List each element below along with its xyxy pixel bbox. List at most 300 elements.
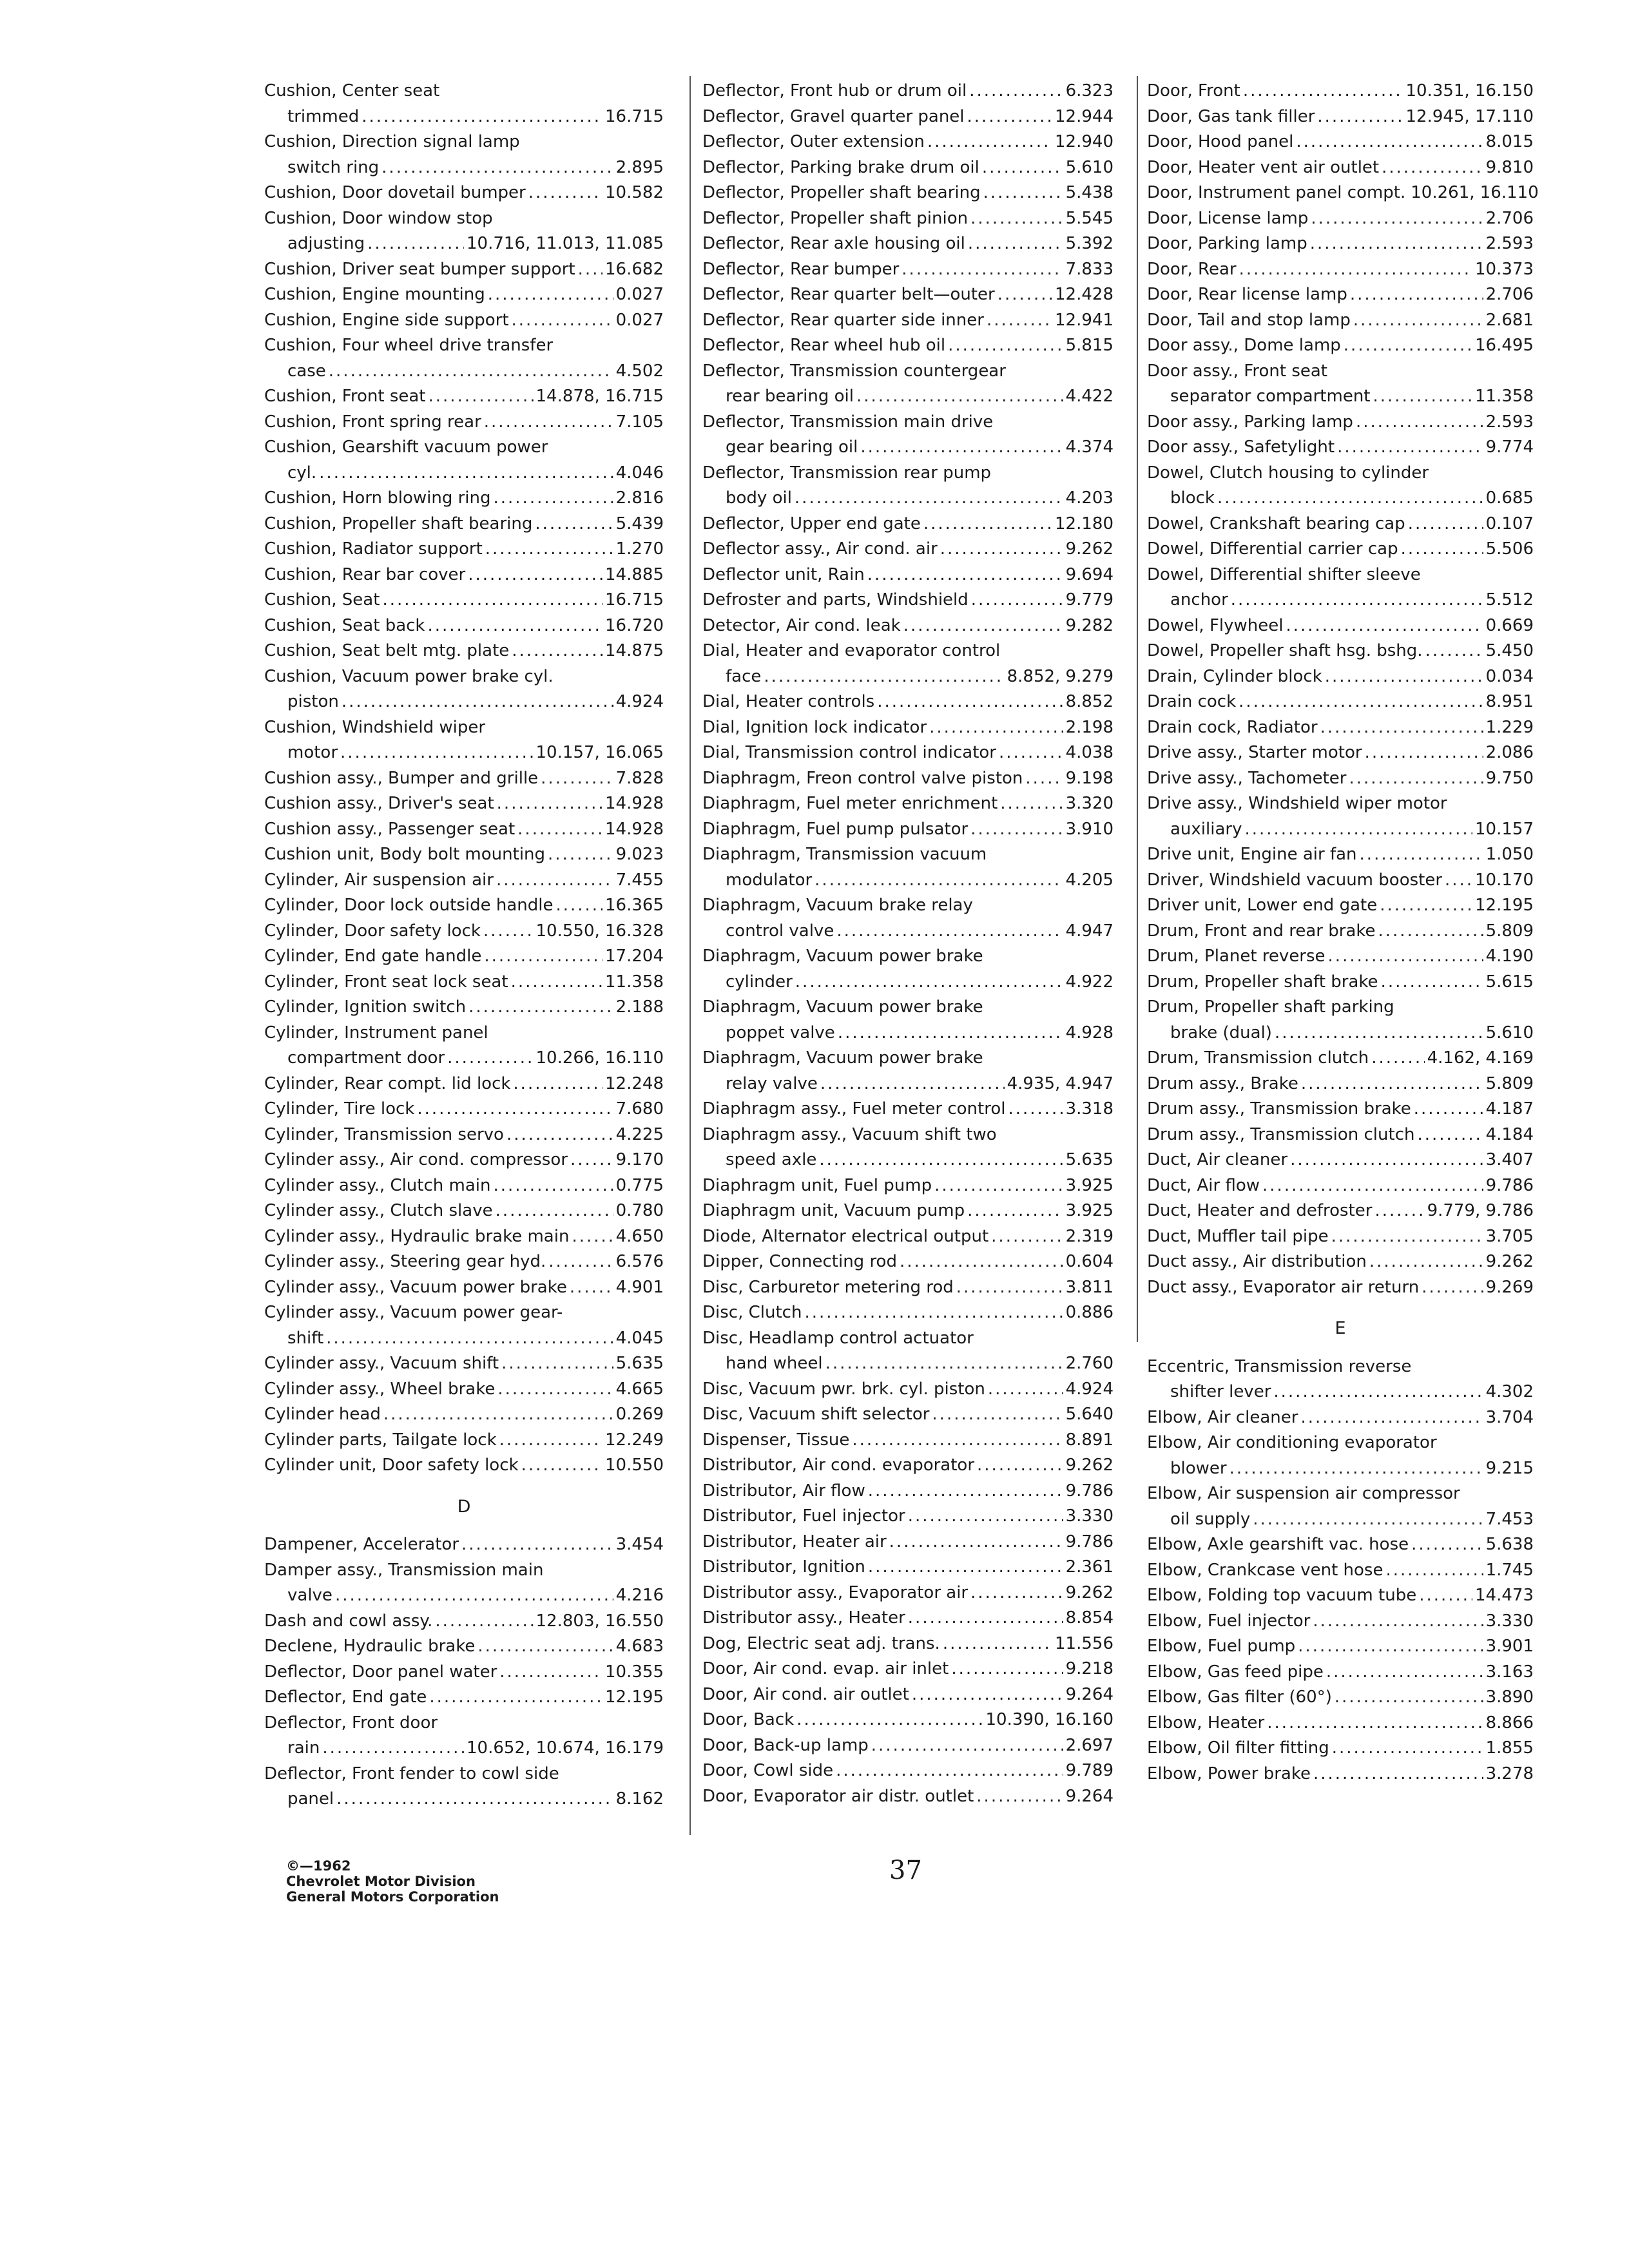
entry-label: Cushion, Driver seat bumper support <box>264 259 575 279</box>
index-entry <box>264 1326 664 1352</box>
index-entry <box>1147 766 1534 792</box>
entry-label: Dispenser, Tissue <box>702 1430 850 1450</box>
entry-label: Door, Back-up lamp <box>702 1735 869 1755</box>
entry-label: Deflector unit, Rain <box>702 564 865 584</box>
index-heading-line: Diaphragm assy., Vacuum shift two <box>702 1124 997 1144</box>
dot-leader <box>1243 79 1403 104</box>
index-entry <box>702 1606 1113 1631</box>
dot-leader <box>970 817 1063 843</box>
index-entry <box>264 1377 664 1403</box>
entry-label: hand wheel <box>726 1354 823 1373</box>
index-entry <box>264 588 664 613</box>
index-entry <box>702 1657 1113 1682</box>
page-reference: 8.854 <box>1065 1608 1113 1628</box>
entry-label: Driver unit, Lower end gate <box>1147 896 1378 915</box>
entry-label: piston <box>287 692 339 711</box>
page-reference: 11.556 <box>1055 1633 1113 1653</box>
page-reference: 2.706 <box>1485 208 1534 228</box>
page-reference: 4.901 <box>615 1277 664 1297</box>
dot-leader <box>494 486 613 512</box>
dot-leader <box>967 1198 1063 1224</box>
entry-label: Cylinder assy., Wheel brake <box>264 1379 496 1399</box>
page-reference: 12.180 <box>1055 514 1113 533</box>
entry-label: Duct, Air flow <box>1147 1175 1260 1195</box>
page-reference: 10.550, 16.328 <box>535 921 664 941</box>
entry-label: shift <box>287 1328 324 1348</box>
page-reference: 12.248 <box>605 1073 664 1093</box>
index-entry <box>702 1275 1113 1301</box>
index-entry <box>1147 1507 1534 1533</box>
page-reference: 8.951 <box>1485 692 1534 711</box>
index-heading-line: Cushion, Windshield wiper <box>264 717 486 737</box>
entry-label: body oil <box>726 488 792 508</box>
index-entry <box>1147 308 1534 334</box>
index-entry <box>264 766 664 792</box>
index-heading-line: Dial, Heater and evaporator control <box>702 641 1001 660</box>
dot-leader <box>1360 842 1483 868</box>
dot-leader <box>1332 1736 1483 1762</box>
entry-label: Deflector, Outer extension <box>702 132 925 151</box>
dot-leader <box>1417 1122 1483 1148</box>
index-entry <box>702 1173 1113 1199</box>
dot-leader <box>1301 1072 1483 1097</box>
index-entry <box>264 1249 664 1275</box>
index-entry <box>1147 333 1534 359</box>
page-reference: 16.715 <box>605 590 664 610</box>
index-entry <box>1147 1379 1534 1405</box>
dot-leader <box>970 206 1063 232</box>
page-reference: 4.046 <box>615 463 664 483</box>
page-reference: 0.034 <box>1485 666 1534 686</box>
entry-label: Diaphragm, Fuel pump pulsator <box>702 819 969 839</box>
index-heading-line: Deflector, Transmission rear pump <box>702 463 992 483</box>
dot-leader <box>968 231 1063 257</box>
index-heading-line: Disc, Headlamp control actuator <box>702 1328 974 1348</box>
dot-leader <box>795 486 1063 512</box>
page-reference: 9.262 <box>1065 1582 1113 1602</box>
index-entry <box>264 1275 664 1301</box>
entry-label: Cushion assy., Bumper and grille <box>264 768 539 788</box>
entry-label: Cylinder assy., Vacuum shift <box>264 1354 499 1373</box>
dot-leader <box>528 180 602 206</box>
dot-leader <box>570 1148 613 1173</box>
page-reference: 1.855 <box>1485 1738 1534 1758</box>
dot-leader <box>825 1351 1063 1377</box>
page-reference: 11.358 <box>1475 387 1534 406</box>
index-entry <box>702 333 1113 359</box>
entry-label: Cushion, Engine side support <box>264 310 509 330</box>
entry-label: Drive assy., Tachometer <box>1147 768 1347 788</box>
dot-leader <box>1378 919 1483 945</box>
page-reference: 0.027 <box>615 285 664 304</box>
index-entry <box>1147 1685 1534 1711</box>
dot-leader <box>900 1249 1063 1275</box>
index-entry <box>702 613 1113 639</box>
dot-leader <box>943 1631 1052 1657</box>
entry-label: relay valve <box>726 1073 818 1093</box>
entry-label: Door, Cowl side <box>702 1761 834 1780</box>
page-reference: 2.593 <box>1485 412 1534 432</box>
index-entry <box>702 1249 1113 1275</box>
dot-leader <box>912 1682 1063 1708</box>
entry-label: Distributor, Air cond. evaporator <box>702 1456 975 1475</box>
dot-leader <box>820 1072 1005 1097</box>
index-entry <box>702 1555 1113 1581</box>
entry-label: compartment door <box>287 1048 445 1068</box>
entry-label: Door, Gas tank filler <box>1147 106 1315 126</box>
dot-leader <box>1380 893 1472 919</box>
page-reference: 4.045 <box>615 1328 664 1348</box>
index-entry <box>264 1198 664 1224</box>
entry-label: Drum, Front and rear brake <box>1147 921 1376 941</box>
page-reference: 0.027 <box>615 310 664 330</box>
dot-leader <box>322 1736 464 1762</box>
entry-label: Deflector, Front hub or drum oil <box>702 81 967 101</box>
index-entry <box>702 486 1113 512</box>
entry-label: Elbow, Fuel pump <box>1147 1637 1296 1656</box>
index-entry <box>1147 435 1534 461</box>
dot-leader <box>852 1428 1063 1454</box>
dot-leader <box>1350 282 1483 308</box>
dot-leader <box>971 588 1063 613</box>
dot-leader <box>1337 435 1483 461</box>
index-entry <box>264 893 664 919</box>
entry-label: Door, Rear <box>1147 259 1237 279</box>
entry-label: Door, Back <box>702 1710 795 1729</box>
page-reference: 1.229 <box>1485 717 1534 737</box>
entry-label: Cushion, Horn blowing ring <box>264 488 491 508</box>
dot-leader <box>417 1097 613 1122</box>
index-heading-line: Dowel, Clutch housing to cylinder <box>1147 463 1429 483</box>
entry-label: Cylinder parts, Tailgate lock <box>264 1430 497 1450</box>
dot-leader <box>512 308 613 334</box>
entry-label: Door assy., Dome lamp <box>1147 336 1341 355</box>
page-reference: 4.928 <box>1065 1023 1113 1043</box>
page-reference: 10.170 <box>1475 870 1534 890</box>
index-heading-line: Diaphragm, Vacuum power brake <box>702 947 983 966</box>
index-entry <box>702 970 1113 995</box>
page-reference: 2.319 <box>1065 1226 1113 1246</box>
entry-label: rain <box>287 1738 320 1758</box>
index-entry <box>264 410 664 436</box>
index-heading-line: Cushion, Direction signal lamp <box>264 132 520 151</box>
page-reference: 2.816 <box>615 488 664 508</box>
page-reference: 2.697 <box>1065 1735 1113 1755</box>
publisher-corporation: General Motors Corporation <box>286 1889 499 1905</box>
index-entry <box>1147 1660 1534 1686</box>
index-entry <box>702 715 1113 741</box>
entry-label: Cushion, Radiator support <box>264 539 483 559</box>
page-reference: 0.886 <box>1065 1303 1113 1322</box>
index-entry <box>702 1784 1113 1810</box>
entry-label: Cylinder assy., Air cond. compressor <box>264 1150 568 1169</box>
dot-leader <box>336 1787 613 1812</box>
page-reference: 10.550 <box>605 1456 664 1475</box>
entry-label: Dowel, Flywheel <box>1147 615 1284 635</box>
index-entry <box>264 1122 664 1148</box>
index-entry <box>702 1530 1113 1555</box>
entry-label: Diaphragm assy., Fuel meter control <box>702 1099 1006 1119</box>
index-heading-line: Dowel, Differential shifter sleeve <box>1147 564 1421 584</box>
page-reference: 4.190 <box>1485 947 1534 966</box>
dot-leader <box>948 333 1063 359</box>
entry-label: Disc, Vacuum pwr. brk. cyl. piston <box>702 1379 985 1399</box>
dot-leader <box>867 562 1063 588</box>
page-reference: 0.107 <box>1485 514 1534 533</box>
entry-label: Dial, Heater controls <box>702 692 875 711</box>
entry-label: Cylinder, Door safety lock <box>264 921 481 941</box>
dot-leader <box>1344 333 1472 359</box>
index-entry <box>264 1173 664 1199</box>
entry-label: Duct, Muffler tail pipe <box>1147 1226 1329 1246</box>
page-reference: 3.318 <box>1065 1099 1113 1119</box>
dot-leader <box>427 613 602 639</box>
dot-leader <box>970 1581 1063 1606</box>
page-number: 37 <box>889 1856 922 1885</box>
entry-label: Door assy., Safetylight <box>1147 437 1335 457</box>
dot-leader <box>1253 1507 1483 1533</box>
dot-leader <box>796 1707 983 1733</box>
index-entry <box>1147 206 1534 232</box>
entry-label: Duct, Heater and defroster <box>1147 1201 1373 1220</box>
dot-leader <box>572 1224 613 1250</box>
entry-label: Elbow, Axle gearshift vac. hose <box>1147 1535 1409 1554</box>
dot-leader <box>578 257 602 283</box>
entry-label: Cylinder, Ignition switch <box>264 997 467 1017</box>
entry-label: auxiliary <box>1170 819 1242 839</box>
page-reference: 12.941 <box>1055 310 1113 330</box>
index-heading-line: Deflector, Front door <box>264 1713 438 1733</box>
dot-leader <box>497 1377 613 1403</box>
index-heading-line: Damper assy., Transmission main <box>264 1560 544 1580</box>
index-heading-line: Cylinder, Instrument panel <box>264 1023 488 1043</box>
index-entry <box>264 1224 664 1250</box>
entry-label: Elbow, Fuel injector <box>1147 1611 1311 1631</box>
entry-label: Deflector, Propeller shaft pinion <box>702 208 969 228</box>
dot-leader <box>1239 257 1472 283</box>
index-column-2 <box>702 79 1113 1809</box>
page-reference: 0.604 <box>1065 1252 1113 1271</box>
dot-leader <box>836 1758 1063 1784</box>
page-reference: 4.935, 4.947 <box>1007 1073 1113 1093</box>
page-reference: 7.833 <box>1065 259 1113 279</box>
page-reference: 6.323 <box>1065 81 1113 101</box>
index-entry <box>1147 486 1534 512</box>
index-heading-line: Diaphragm, Vacuum brake relay <box>702 896 973 915</box>
entry-label: Dowel, Propeller shaft hsg. bshg. <box>1147 641 1423 660</box>
index-entry <box>702 1300 1113 1326</box>
entry-label: Elbow, Oil filter fitting <box>1147 1738 1329 1758</box>
dot-leader <box>1356 410 1483 436</box>
index-entry <box>702 155 1113 181</box>
index-heading-line: Cushion, Center seat <box>264 81 440 101</box>
index-entry <box>1147 537 1534 562</box>
index-entry <box>1147 1405 1534 1431</box>
index-heading-line: Elbow, Air conditioning evaporator <box>1147 1433 1437 1452</box>
index-entry <box>264 791 664 817</box>
index-entry <box>264 639 664 664</box>
dot-leader <box>1422 1275 1483 1301</box>
entry-label: Elbow, Heater <box>1147 1713 1265 1733</box>
dot-leader <box>868 1555 1063 1581</box>
dot-leader <box>1231 588 1483 613</box>
page-reference: 10.373 <box>1475 259 1534 279</box>
dot-leader <box>1331 1224 1483 1250</box>
index-entry <box>1147 410 1534 436</box>
dot-leader <box>329 359 613 385</box>
page-reference: 9.789 <box>1065 1761 1113 1780</box>
index-entry <box>264 1660 664 1686</box>
page-reference: 1.745 <box>1485 1560 1534 1580</box>
dot-leader <box>1335 1685 1483 1711</box>
entry-label: Door, Parking lamp <box>1147 234 1307 253</box>
entry-label: Cylinder assy., Clutch slave <box>264 1201 493 1220</box>
entry-label: Cylinder, Tire lock <box>264 1099 415 1119</box>
dot-leader <box>361 104 602 130</box>
page-reference: 2.760 <box>1065 1354 1113 1373</box>
page-reference: 0.669 <box>1485 615 1534 635</box>
entry-label: Detector, Air cond. leak <box>702 615 901 635</box>
page-reference: 0.780 <box>615 1201 664 1220</box>
index-entry <box>1147 1173 1534 1199</box>
page-reference: 3.278 <box>1485 1763 1534 1783</box>
index-entry <box>1147 1609 1534 1635</box>
page-reference: 5.638 <box>1485 1535 1534 1554</box>
index-heading-line: Drive assy., Windshield wiper motor <box>1147 794 1447 813</box>
entry-label: Elbow, Gas feed pipe <box>1147 1662 1324 1682</box>
page-reference: 6.576 <box>615 1252 664 1271</box>
page-reference: 5.635 <box>615 1354 664 1373</box>
index-entry <box>702 130 1113 155</box>
page-reference: 1.270 <box>615 539 664 559</box>
entry-label: Cylinder, Door lock outside handle <box>264 896 554 915</box>
dot-leader <box>435 1609 533 1635</box>
index-entry <box>264 1072 664 1097</box>
index-entry <box>702 1428 1113 1454</box>
entry-label: adjusting <box>287 234 365 253</box>
page-reference: 4.184 <box>1485 1124 1534 1144</box>
entry-label: Door, Evaporator air distr. outlet <box>702 1786 974 1806</box>
entry-label: blower <box>1170 1458 1227 1478</box>
index-entry <box>264 995 664 1021</box>
entry-label: Deflector, Rear axle housing oil <box>702 234 965 253</box>
page-reference: 4.216 <box>615 1586 664 1605</box>
index-entry <box>264 689 664 715</box>
entry-label: Deflector, Rear quarter side inner <box>702 310 984 330</box>
index-entry <box>264 1046 664 1072</box>
index-column-1 <box>264 79 664 1812</box>
index-entry <box>702 1198 1113 1224</box>
page-reference: 5.815 <box>1065 336 1113 355</box>
dot-leader <box>1217 486 1483 512</box>
page-reference: 8.162 <box>615 1789 664 1809</box>
dot-leader <box>506 1122 613 1148</box>
dot-leader <box>485 537 613 562</box>
page-reference: 10.582 <box>605 183 664 202</box>
page-reference: 9.282 <box>1065 615 1113 635</box>
index-heading-line: Drum, Propeller shaft parking <box>1147 997 1394 1017</box>
index-entry <box>702 1453 1113 1479</box>
entry-label: separator compartment <box>1170 387 1371 406</box>
page-reference: 9.694 <box>1065 564 1113 584</box>
dot-leader <box>951 1657 1063 1682</box>
index-entry <box>264 1532 664 1558</box>
index-entry <box>264 359 664 385</box>
entry-label: poppet valve <box>726 1023 835 1043</box>
entry-label: valve <box>287 1586 333 1605</box>
copyright-line: ©—1962 <box>286 1858 351 1874</box>
dot-leader <box>1382 155 1483 181</box>
entry-label: Elbow, Crankcase vent hose <box>1147 1560 1383 1580</box>
entry-label: Driver, Windshield vacuum booster <box>1147 870 1443 890</box>
dot-leader <box>461 1532 613 1558</box>
index-entry <box>1147 1122 1534 1148</box>
dot-leader <box>382 588 602 613</box>
entry-label: speed axle <box>726 1150 817 1169</box>
dot-leader <box>908 1606 1063 1631</box>
dot-leader <box>511 970 602 995</box>
page-reference: 9.262 <box>1065 539 1113 559</box>
index-entry <box>264 486 664 512</box>
index-entry <box>264 231 664 257</box>
dot-leader <box>1349 766 1483 792</box>
index-entry <box>1147 842 1534 868</box>
dot-leader <box>856 384 1063 410</box>
index-entry <box>264 1428 664 1454</box>
index-entry <box>702 1631 1113 1657</box>
index-entry <box>264 868 664 894</box>
page-reference: 9.774 <box>1485 437 1534 457</box>
entry-label: rear bearing oil <box>726 387 854 406</box>
page-reference: 4.924 <box>615 692 664 711</box>
index-entry <box>264 1609 664 1635</box>
dot-leader <box>1401 537 1483 562</box>
index-entry <box>1147 512 1534 537</box>
page-reference: 8.852 <box>1065 692 1113 711</box>
entry-label: Elbow, Gas filter (60°) <box>1147 1687 1332 1707</box>
dot-leader <box>548 1249 613 1275</box>
page-reference: 3.910 <box>1065 819 1113 839</box>
page-reference: 14.885 <box>605 564 664 584</box>
entry-label: Elbow, Power brake <box>1147 1763 1311 1783</box>
page-reference: 9.779 <box>1065 590 1113 610</box>
dot-leader <box>1381 970 1483 995</box>
entry-label: Cylinder, Front seat lock seat <box>264 972 508 992</box>
dot-leader <box>871 1733 1063 1759</box>
dot-leader <box>838 1021 1063 1046</box>
entry-label: Dipper, Connecting rod <box>702 1252 897 1271</box>
dot-leader <box>1290 1148 1483 1173</box>
index-entry <box>1147 1224 1534 1250</box>
dot-leader <box>521 1453 602 1479</box>
page-reference: 3.925 <box>1065 1175 1113 1195</box>
index-entry <box>1147 155 1534 181</box>
dot-leader <box>1445 868 1472 894</box>
index-entry <box>702 1072 1113 1097</box>
dot-leader <box>977 1453 1063 1479</box>
dot-leader <box>940 537 1063 562</box>
dot-leader <box>447 1046 533 1072</box>
page-reference: 14.875 <box>605 641 664 660</box>
index-entry <box>1147 1711 1534 1736</box>
dot-leader <box>381 155 613 181</box>
dot-leader <box>1296 130 1483 155</box>
page-reference: 3.890 <box>1485 1687 1534 1707</box>
page-reference: 14.928 <box>605 819 664 839</box>
page-reference: 3.901 <box>1485 1637 1534 1656</box>
index-heading-line: Deflector, Transmission countergear <box>702 361 1006 381</box>
page-reference: 3.925 <box>1065 1201 1113 1220</box>
